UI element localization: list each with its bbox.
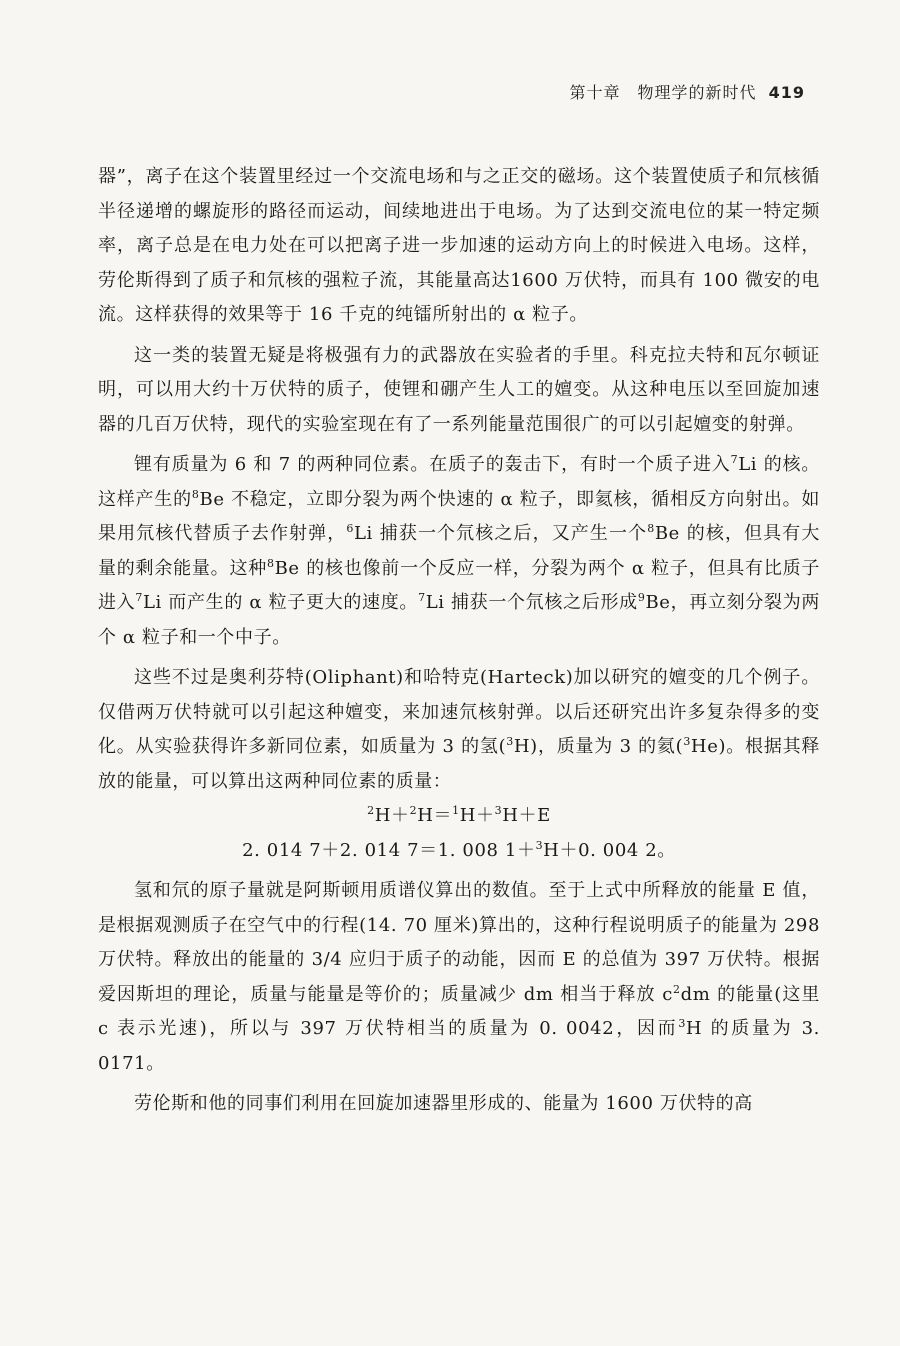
text-run: H＋ (374, 805, 410, 826)
superscript: 7 (135, 591, 143, 604)
superscript: 6 (346, 522, 354, 535)
superscript: 2 (367, 804, 375, 817)
text-run: Be 的核也像前一个反应一样，分裂为两个 α 粒子，但具有比质子进入 (98, 557, 820, 613)
text-run: dm 的能量(这里 c 表示光速)，所以与 397 万伏特相当的质量为 0. 0042，因而 (98, 983, 820, 1039)
text-run: Li 捕获一个氘核之后形成 (425, 592, 638, 613)
superscript: 3 (535, 838, 544, 852)
superscript: 3 (494, 804, 503, 817)
superscript: 1 (452, 804, 460, 817)
chapter-title: 第十章 物理学的新时代 (569, 83, 757, 102)
text-run: 氢和氘的原子量就是阿斯顿用质谱仪算出的数值。至于上式中所释放的能量 E 值，是根据观测质子在空气中的行程(14. 70 厘米)算出的，这种行程说明质子的能量为 298 万伏特。释放出的能量的 3/4 应归于质子的动能，因而 E 的总值为 397 万伏特。根据爱因斯坦的理论，质量与能量是等价的；质量减少 dm 相当于释放 c (98, 880, 820, 1005)
body-text (98, 160, 820, 1122)
text-run: Be 的核，但具有大量的剩余能量。这种 (98, 523, 820, 579)
paragraph-2: 这一类的装置无疑是将极强有力的武器放在实验者的手里。科克拉夫特和瓦尔顿证明，可以用大约十万伏特的质子，使锂和硼产生人工的嬗变。从这种电压以至回旋加速器的几百万伏特，现代的实验室现在有了一系列能量范围很广的可以引起嬗变的射弹。 (98, 344, 820, 435)
superscript: 9 (637, 591, 646, 604)
paragraph-5 (98, 874, 820, 1081)
superscript: 7 (730, 453, 739, 466)
text-run: 这些不过是奥利芬特(Oliphant)和哈特克(Harteck)加以研究的嬗变的几个例子。仅借两万伏特就可以引起这种嬗变，来加速氘核射弹。以后还研究出许多复杂得多的变化。从实验获得许多新同位素，如质量为 3 的氢( (98, 667, 820, 757)
text-run: He)。根据其释放的能量，可以算出这两种同位素的质量： (98, 736, 820, 792)
superscript: 2 (409, 804, 418, 817)
page-number: 419 (768, 83, 805, 102)
text-run: Li 捕获一个氘核之后，又产生一个 (354, 523, 648, 544)
text-run: 2. 014 7＋2. 014 7＝1. 008 1＋ (242, 839, 536, 861)
text-run: H＝ (417, 805, 453, 826)
running-header (569, 80, 805, 103)
text-run: Be 不稳定，立即分裂为两个快速的 α 粒子，即氦核，循相反方向射出。如果用氘核代替质子去作射弹， (98, 488, 820, 544)
text-run: H＋0. 004 2。 (543, 839, 676, 861)
paragraph-3 (98, 448, 820, 655)
text-run: H 的质量为 3. 0171。 (98, 1018, 821, 1074)
text-run: Li 而产生的 α 粒子更大的速度。 (142, 592, 419, 613)
text-run: 锂有质量为 6 和 7 的两种同位素。在质子的轰击下，有时一个质子进入 (134, 454, 731, 475)
paragraph-4 (98, 661, 820, 799)
superscript: 7 (418, 591, 426, 604)
paragraph-6: 劳伦斯和他的同事们利用在回旋加速器里形成的、能量为 1600 万伏特的高 (134, 1093, 753, 1114)
superscript: 8 (647, 522, 655, 535)
superscript: 8 (191, 487, 200, 501)
superscript: 2 (672, 982, 681, 996)
text-run: Be，再立刻分裂为两个 α 粒子和一个中子。 (98, 592, 820, 648)
superscript: 3 (678, 1017, 686, 1030)
superscript: 3 (506, 735, 514, 748)
superscript: 8 (267, 556, 275, 570)
text-run: Li 的核。这样产生的 (98, 454, 820, 510)
superscript: 3 (683, 735, 691, 748)
text-run: H＋ (459, 805, 495, 826)
equation-2 (98, 834, 820, 869)
text-run: H)，质量为 3 的氦( (513, 736, 684, 757)
equation-1 (98, 799, 820, 834)
paragraph-1: 器”，离子在这个装置里经过一个交流电场和与之正交的磁场。这个装置使质子和氘核循半径递增的螺旋形的路径而运动，间续地进出于电场。为了达到交流电位的某一特定频率，离子总是在电力处在可以把离子进一步加速的运动方向上的时候进入电场。这样，劳伦斯得到了质子和氘核的强粒子流，其能量高达1600 万伏特，而具有 100 微安的电流。这样获得的效果等于 16 千克的纯镭所射出的 α 粒子。 (98, 166, 820, 325)
text-run: H＋E (502, 805, 551, 826)
